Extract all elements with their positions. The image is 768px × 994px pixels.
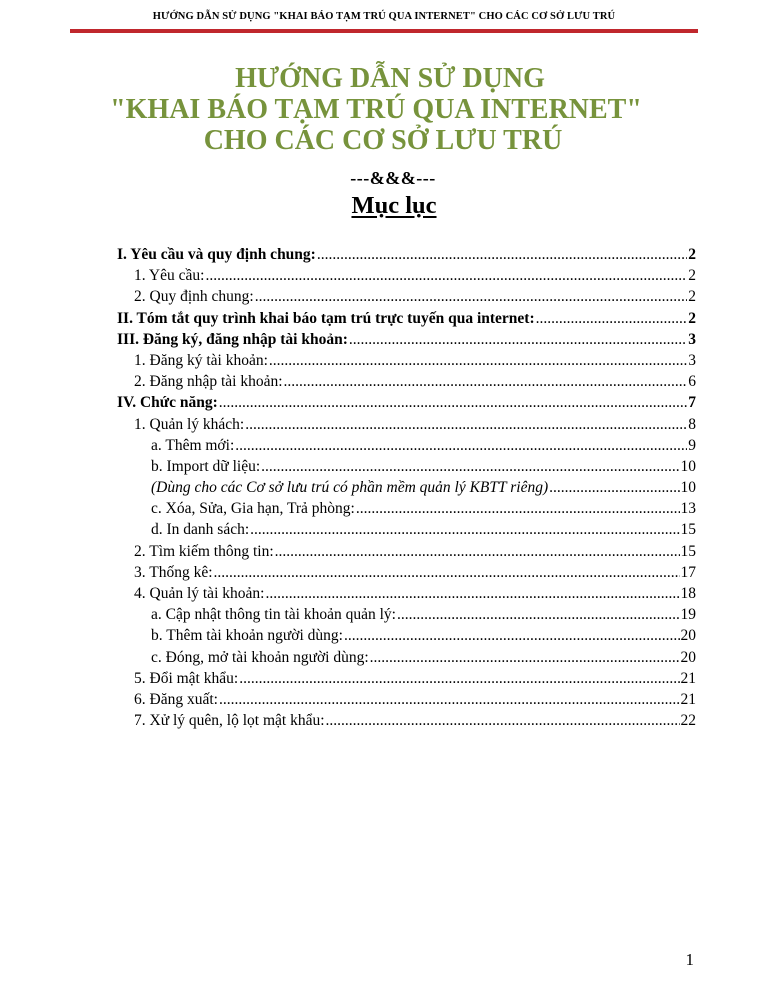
toc-entry-page: 2 [688, 267, 696, 285]
toc-entry[interactable] [117, 500, 696, 521]
header-rule [70, 29, 698, 33]
toc-dot-leader [245, 416, 687, 434]
toc-entry[interactable] [117, 606, 696, 627]
toc-entry-text: IV. Chức năng: [117, 394, 218, 412]
toc-dot-leader [235, 437, 687, 455]
toc-entry-page: 20 [680, 627, 696, 645]
toc-dot-leader [255, 288, 688, 306]
toc-entry[interactable] [117, 458, 696, 479]
toc-entry-text: a. Cập nhật thông tin tài khoản quản lý: [151, 606, 396, 624]
toc-entry-page: 3 [688, 351, 696, 369]
toc-dot-leader [205, 267, 687, 285]
toc-dot-leader [549, 479, 679, 497]
toc-entry-text: c. Xóa, Sửa, Gia hạn, Trả phòng: [151, 500, 355, 518]
toc-entry-text: d. In danh sách: [151, 521, 250, 539]
toc-entry-text: I. Yêu cầu và quy định chung: [117, 246, 316, 263]
toc-entry-text: (Dùng cho các Cơ sở lưu trú có phần mềm quản lý KBTT riêng) [151, 479, 549, 497]
toc-entry-page: 2 [688, 309, 696, 327]
toc-entry[interactable] [117, 585, 696, 606]
toc-entry-text: 3. Thống kê: [134, 563, 213, 581]
toc-entry-page: 13 [680, 500, 696, 518]
toc-entry-page: 18 [680, 585, 696, 602]
toc-entry-text: 2. Quy định chung: [134, 288, 254, 306]
toc-entry-text: III. Đăng ký, đăng nhập tài khoản: [117, 330, 348, 348]
toc-entry[interactable] [117, 649, 696, 670]
toc-dot-leader [284, 373, 688, 391]
page-number: 1 [685, 950, 694, 969]
toc-dot-leader [265, 585, 679, 603]
toc-entry-page: 21 [680, 669, 696, 687]
toc-entry[interactable] [117, 670, 696, 691]
toc-entry-text: 5. Đổi mật khẩu: [134, 669, 239, 687]
toc-entry-page: 15 [680, 521, 696, 539]
toc-entry[interactable] [117, 479, 696, 500]
toc-entry-page: 21 [680, 690, 696, 708]
toc-dot-leader [275, 543, 680, 561]
running-header: HƯỚNG DẪN SỬ DỤNG "KHAI BÁO TẠM TRÚ QUA INTERNET" CHO CÁC CƠ SỞ LƯU TRÚ [152, 11, 616, 22]
toc-entry[interactable] [117, 267, 696, 288]
toc-dot-leader [397, 606, 680, 624]
toc-dot-leader [370, 649, 680, 667]
separator: ---&&&--- [350, 168, 436, 188]
toc-entry-text: b. Import dữ liệu: [151, 457, 261, 475]
table-of-contents [117, 246, 696, 733]
toc-entry-text: c. Đóng, mở tài khoản người dùng: [151, 648, 369, 666]
toc-dot-leader [356, 500, 680, 518]
toc-entry-text: 6. Đăng xuất: [134, 690, 218, 708]
toc-entry-page: 10 [680, 479, 696, 497]
toc-entry-page: 20 [680, 648, 696, 666]
toc-entry[interactable] [117, 352, 696, 373]
toc-entry-text: 1. Quản lý khách: [134, 415, 245, 433]
title-line-3: CHO CÁC CƠ SỞ LƯU TRÚ [203, 125, 563, 156]
toc-dot-leader [219, 394, 688, 412]
toc-entry-text: 2. Tìm kiếm thông tin: [134, 542, 274, 560]
toc-dot-leader [239, 670, 679, 688]
toc-entry[interactable] [117, 564, 696, 585]
toc-entry-text: 4. Quản lý tài khoản: [134, 585, 265, 602]
toc-entry-text: 1. Đăng ký tài khoản: [134, 351, 268, 369]
toc-entry-page: 7 [688, 394, 696, 412]
toc-dot-leader [326, 712, 680, 730]
toc-entry-page: 2 [688, 288, 696, 306]
toc-entry-text: 2. Đăng nhập tài khoản: [134, 373, 283, 391]
toc-entry[interactable] [117, 691, 696, 712]
toc-dot-leader [536, 310, 688, 328]
toc-entry-text: II. Tóm tắt quy trình khai báo tạm trú trực tuyến qua internet: [117, 309, 535, 327]
toc-entry-page: 2 [688, 246, 696, 263]
toc-entry-page: 8 [688, 415, 696, 433]
toc-dot-leader [344, 627, 680, 645]
toc-entry-text: a. Thêm mới: [151, 436, 235, 454]
toc-dot-leader [349, 331, 687, 349]
toc-entry-page: 19 [680, 606, 696, 624]
toc-entry-page: 3 [688, 330, 696, 348]
toc-entry[interactable] [117, 543, 696, 564]
toc-entry-text: b. Thêm tài khoản người dùng: [151, 627, 343, 645]
toc-entry[interactable] [117, 712, 696, 733]
toc-entry-page: 9 [688, 436, 696, 454]
toc-entry-text: 1. Yêu cầu: [134, 267, 205, 285]
toc-dot-leader [317, 246, 687, 264]
title-line-2: "KHAI BÁO TẠM TRÚ QUA INTERNET" [110, 94, 642, 125]
title-line-1: HƯỚNG DẪN SỬ DỤNG [235, 63, 545, 94]
toc-dot-leader [269, 352, 687, 370]
toc-entry-page: 15 [680, 542, 696, 560]
toc-heading: Mục lục [351, 192, 437, 219]
toc-entry-page: 22 [680, 712, 696, 730]
toc-dot-leader [214, 564, 680, 582]
toc-entry-page: 10 [680, 457, 696, 475]
toc-entry[interactable] [117, 416, 696, 437]
toc-entry[interactable] [117, 331, 696, 352]
toc-dot-leader [250, 521, 679, 539]
toc-entry[interactable] [117, 288, 696, 309]
toc-entry[interactable] [117, 394, 696, 415]
toc-entry[interactable] [117, 521, 696, 542]
toc-dot-leader [261, 458, 679, 476]
toc-entry-page: 17 [680, 563, 696, 581]
toc-dot-leader [219, 691, 680, 709]
toc-entry[interactable] [117, 373, 696, 394]
toc-entry-text: 7. Xử lý quên, lộ lọt mật khẩu: [134, 712, 325, 730]
toc-entry[interactable] [117, 627, 696, 648]
toc-entry-page: 6 [688, 373, 696, 391]
document-title [0, 63, 768, 156]
toc-entry[interactable] [117, 437, 696, 458]
toc-entry[interactable] [117, 246, 696, 267]
toc-entry[interactable] [117, 310, 696, 331]
